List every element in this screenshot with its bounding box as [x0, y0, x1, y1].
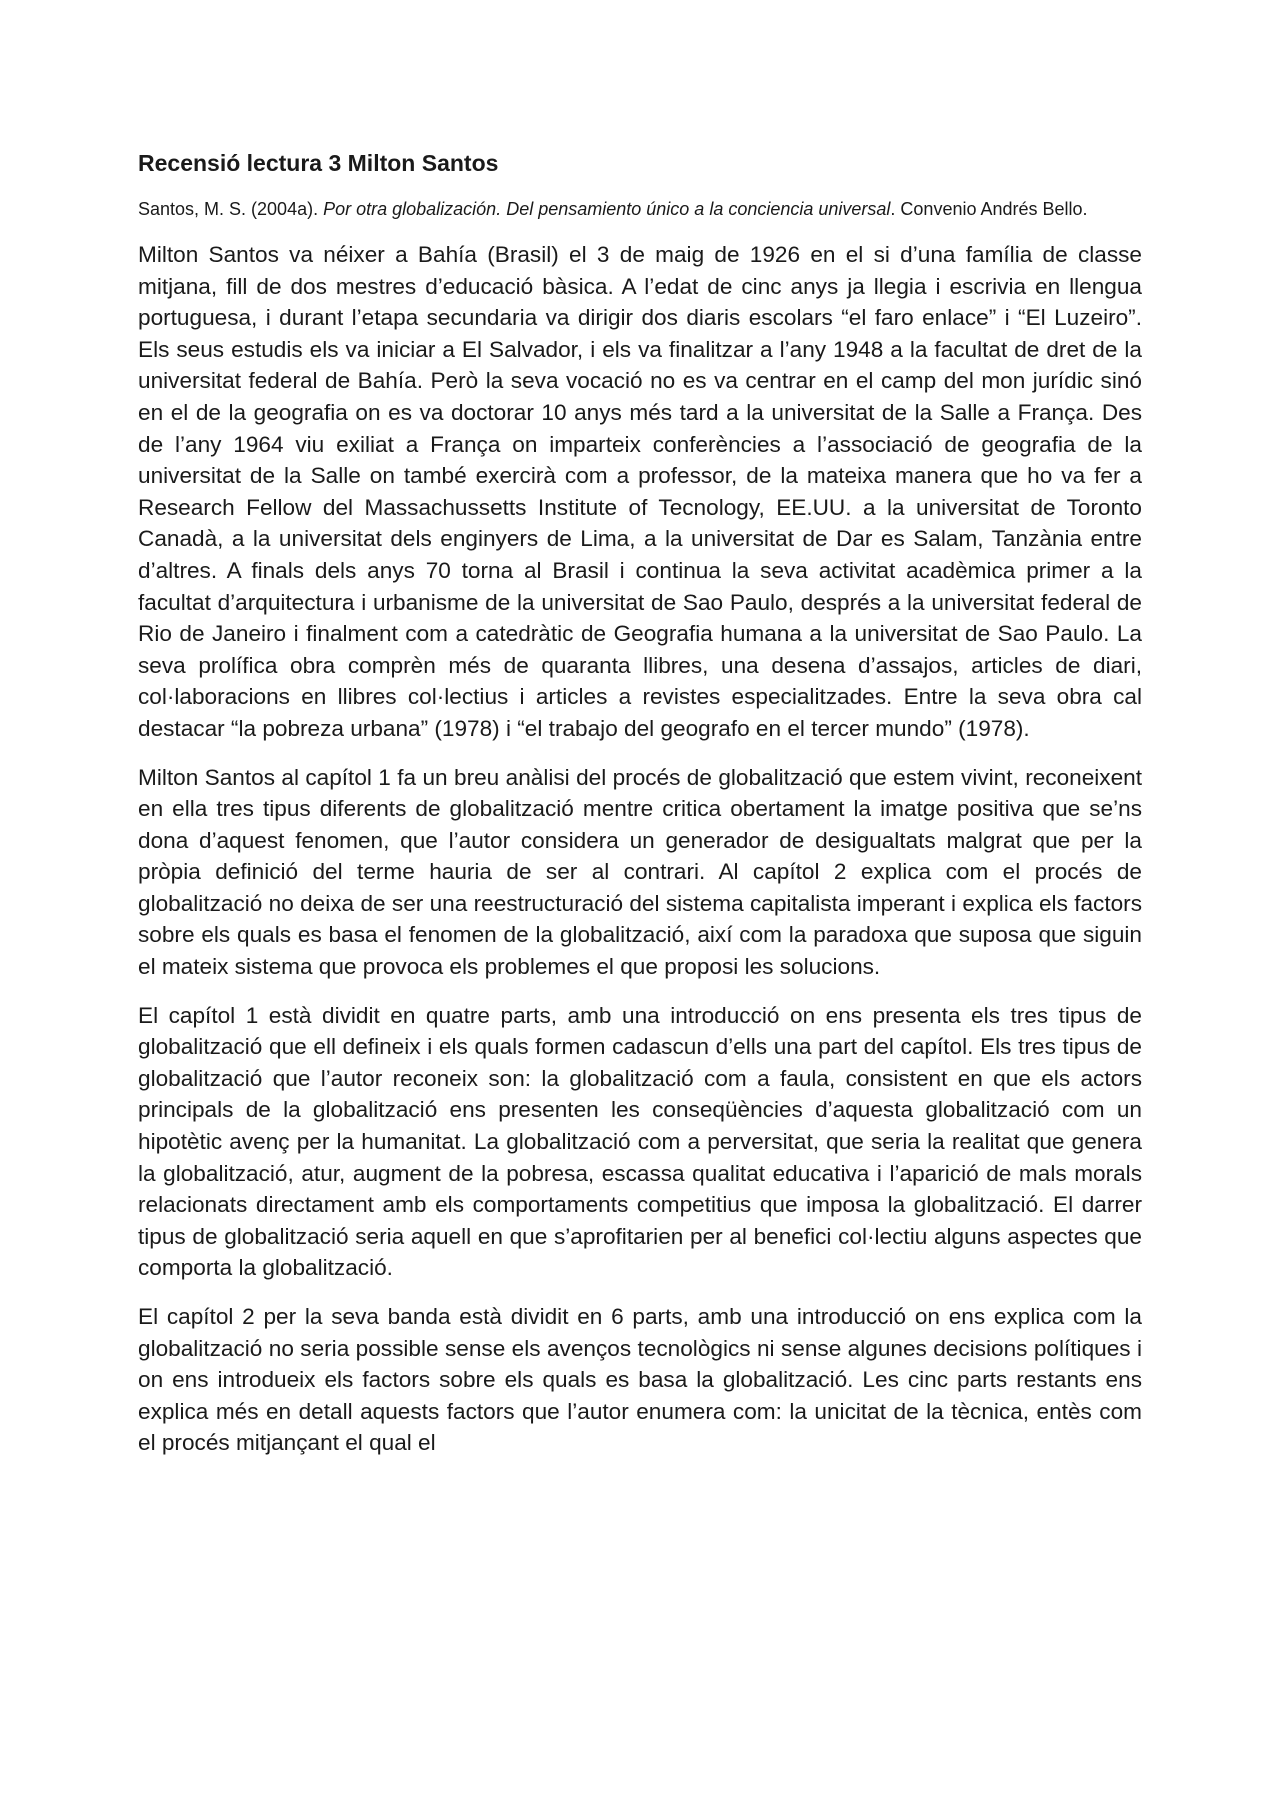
- citation-book-title: Por otra globalización. Del pensamiento único a la conciencia universal: [323, 199, 891, 219]
- paragraph-summary: Milton Santos al capítol 1 fa un breu anàlisi del procés de globalització que estem vivint, reconeixent en ella tres tipus diferents de globalització mentre critica obertament la imatge positiva que se’ns dona d’aquest fenomen, que l’autor considera un generador de desigualtats malgrat que per la pròpia definició del terme hauria de ser al contrari. Al capítol 2 explica com el procés de globalització no deixa de ser una reestructuració del sistema capitalista imperant i explica els factors sobre els quals es basa el fenomen de la globalització, així com la paradoxa que suposa que siguin el mateix sistema que provoca els problemes el que proposi les solucions.: [138, 764, 1142, 980]
- document-page: [138, 148, 1142, 1476]
- document-title: Recensió lectura 3 Milton Santos: [138, 150, 499, 176]
- citation-publisher: . Convenio Andrés Bello.: [890, 199, 1088, 219]
- paragraph-chapter-1: El capítol 1 està dividit en quatre parts, amb una introducció on ens presenta els tres tipus de globalització que ell defineix i els quals formen cadascun d’ells una part del capítol. Els tres tipus de globalització que l’autor reconeix son: la globalització com a faula, consistent en que els actors principals de la globalització ens presenten les conseqüències d’aquesta globalització com un hipotètic avenç per la humanitat. La globalització com a perversitat, que seria la realitat que genera la globalització, atur, augment de la pobresa, escassa qualitat educativa i l’aparició de mals morals relacionats directament amb els comportaments competitius que imposa la globalització. El darrer tipus de globalització seria aquell en que s’aprofitarien per al benefici col·lectiu alguns aspectes que comporta la globalització.: [138, 1002, 1142, 1281]
- citation-authors-year: Santos, M. S. (2004a).: [138, 199, 324, 219]
- paragraph-biography: Milton Santos va néixer a Bahía (Brasil) el 3 de maig de 1926 en el si d’una família de classe mitjana, fill de dos mestres d’educació bàsica. A l’edat de cinc anys ja llegia i escrivia en llengua portuguesa, i durant l’etapa secundaria va dirigir dos diaris escolars “el faro enlace” i “El Luzeiro”. Els seus estudis els va iniciar a El Salvador, i els va finalitzar a l’any 1948 a la facultat de dret de la universitat federal de Bahía. Però la seva vocació no es va centrar en el camp del mon jurídic sinó en el de la geografia on es va doctorar 10 anys més tard a la universitat de la Salle a França. Des de l’any 1964 viu exiliat a França on imparteix conferències a l’associació de geografia de la universitat de la Salle on també exercirà com a professor, de la mateixa manera que ho va fer a Research Fellow del Massachussetts Institute of Tecnology, EE.UU. a la universitat de Toronto Canadà, a la universitat dels enginyers de Lima, a la universitat de Dar es Salam, Tanzània entre d’altres. A finals dels anys 70 torna al Brasil i continua la seva activitat acadèmica primer a la facultat d’arquitectura i urbanisme de la universitat de Sao Paulo, després a la universitat federal de Rio de Janeiro i finalment com a catedràtic de Geografia humana a la universitat de Sao Paulo. La seva prolífica obra comprèn més de quaranta llibres, una desena d’assajos, articles de diari, col·laboracions en llibres col·lectius i articles a revistes especialitzades. Entre la seva obra cal destacar “la pobreza urbana” (1978) i “el trabajo del geografo en el tercer mundo” (1978).: [138, 242, 1142, 741]
- bibliographic-citation: [138, 196, 1142, 223]
- paragraph-chapter-2: El capítol 2 per la seva banda està dividit en 6 parts, amb una introducció on ens explica com la globalització no seria possible sense els avenços tecnològics ni sense algunes decisions polítiques i on ens introdueix els factors sobre els quals es basa la globalització. Les cinc parts restants ens explica més en detall aquests factors que l’autor enumera com: la unicitat de la tècnica, entès com el procés mitjançant el qual el: [138, 1304, 1142, 1456]
